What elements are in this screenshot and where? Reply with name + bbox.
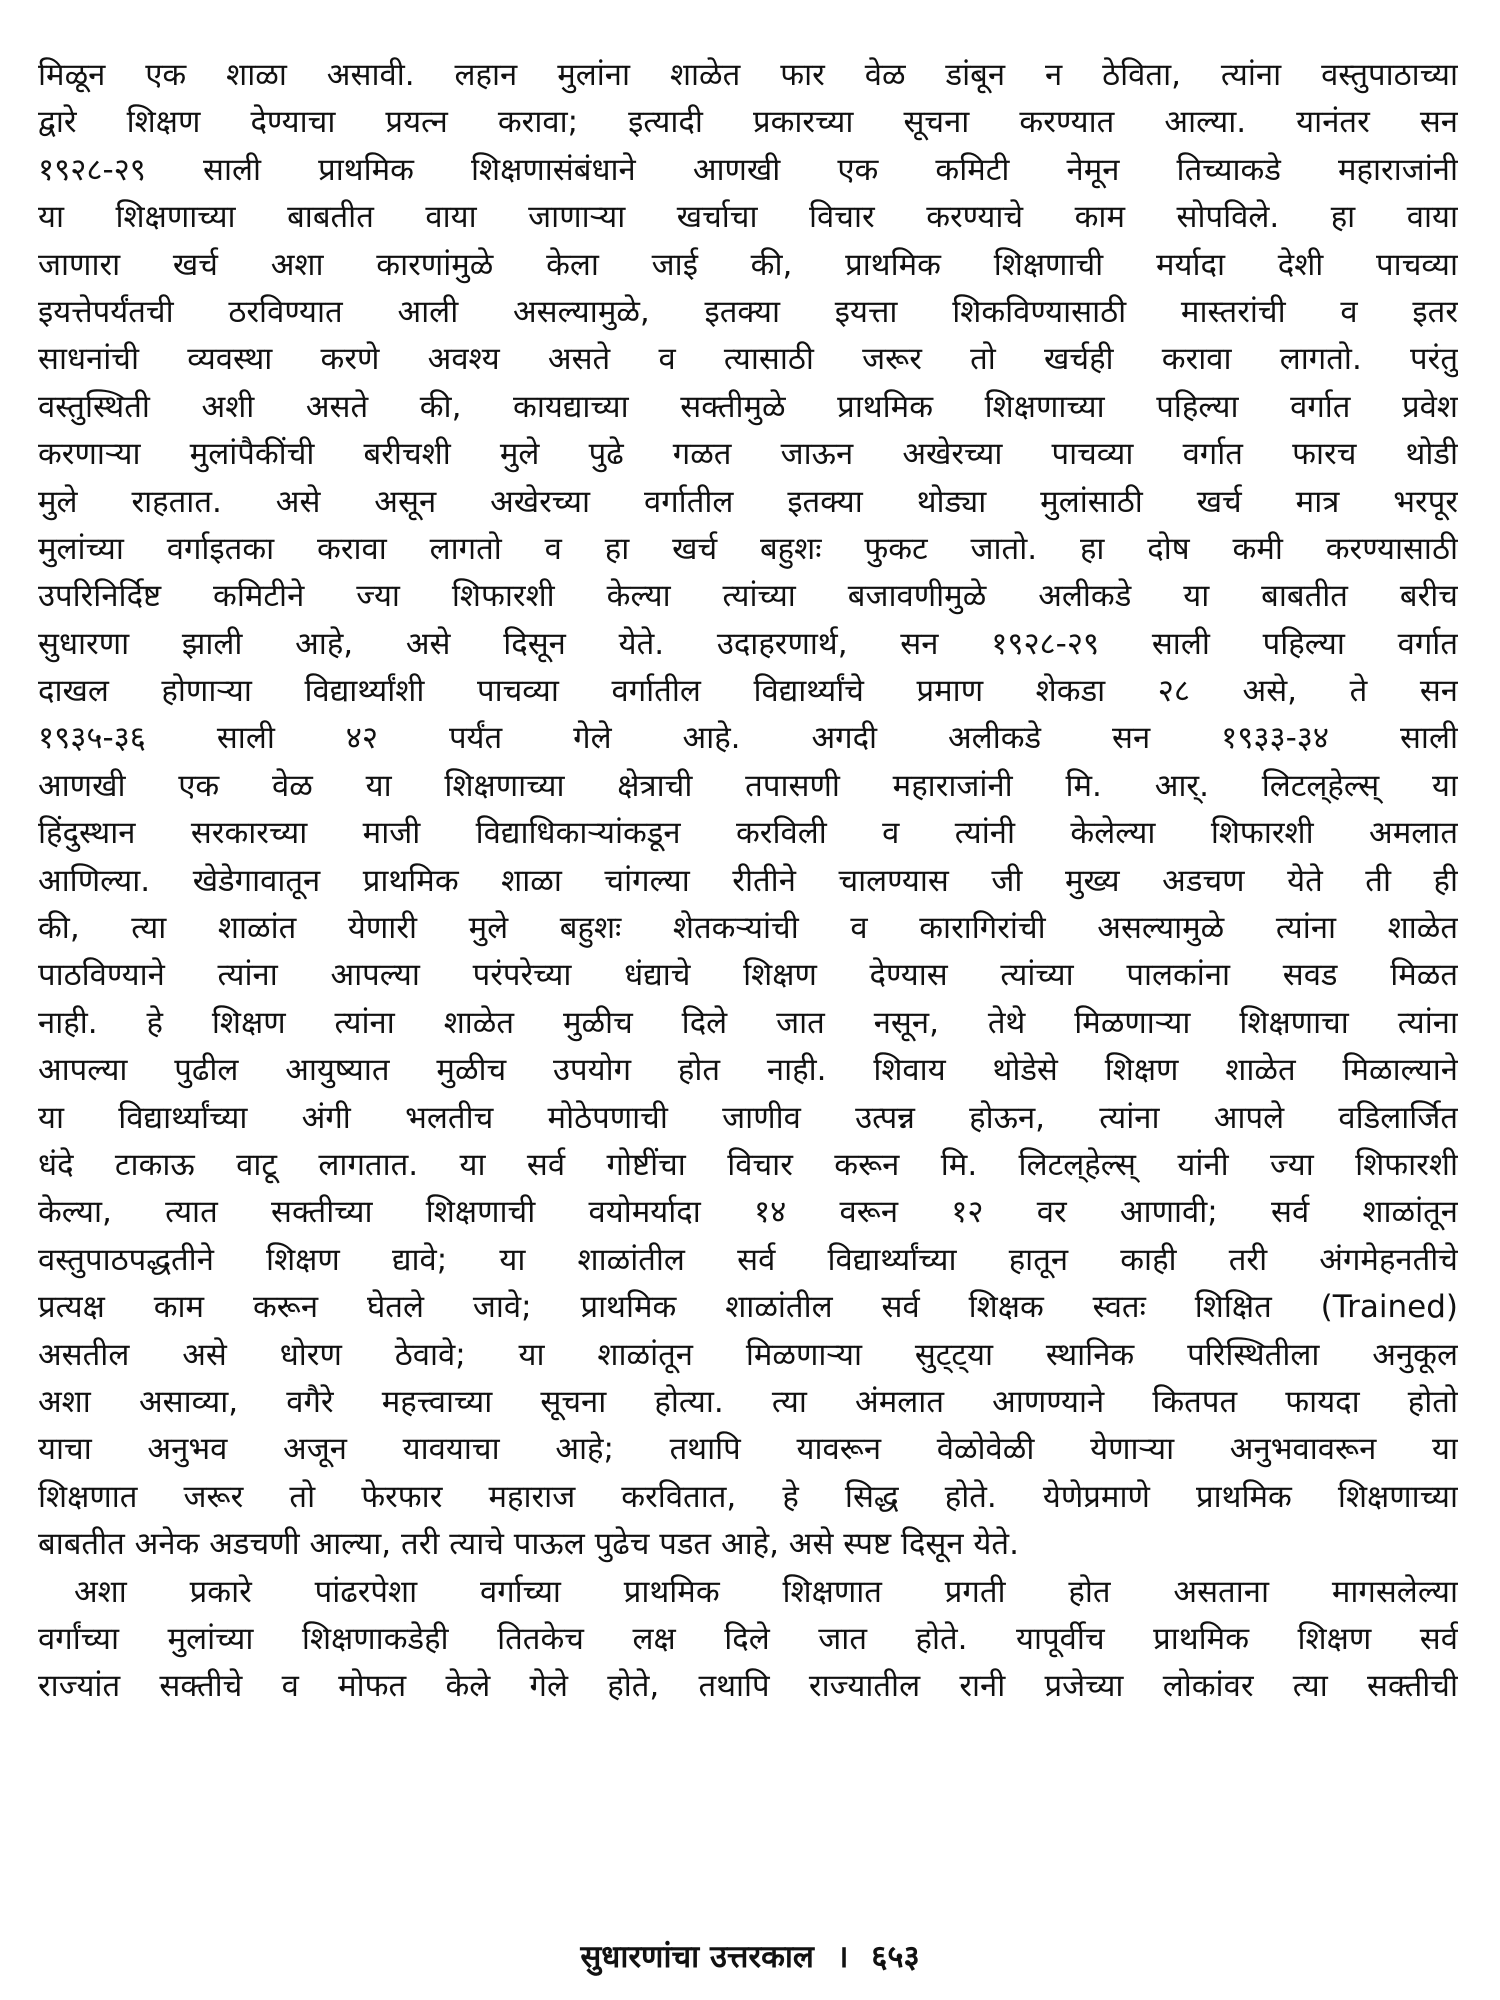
text-line: असतील असे धोरण ठेवावे; या शाळांतून मिळणाऱ्या सुट्ट्या स्थानिक परिस्थितीला अनुकूल [38, 1336, 1458, 1373]
running-title: सुधारणांचा उत्तरकाल [580, 1939, 814, 1975]
text-line: आणखी एक वेळ या शिक्षणाच्या क्षेत्राची तपासणी महाराजांनी मि. आर्. लिटल्‌हेल्स् या [38, 767, 1458, 804]
footer-separator: । [836, 1939, 849, 1975]
text-line: द्वारे शिक्षण देण्याचा प्रयत्न करावा; इत्यादी प्रकारच्या सूचना करण्यात आल्या. यानंतर सन [38, 104, 1458, 141]
text-line: या विद्यार्थ्यांच्या अंगी भलतीच मोठेपणाची जाणीव उत्पन्न होऊन, त्यांना आपले वडिलार्जित [38, 1099, 1458, 1136]
text-line: धंदे टाकाऊ वाटू लागतात. या सर्व गोष्टींचा विचार करून मि. लिटल्‌हेल्स् यांनी ज्या शिफारशी [38, 1146, 1458, 1183]
body-text [38, 52, 1458, 1711]
text-line: सुधारणा झाली आहे, असे दिसून येते. उदाहरणार्थ, सन १९२८-२९ साली पहिल्या वर्गात [38, 625, 1458, 662]
text-line: इयत्तेपर्यंतची ठरविण्यात आली असल्यामुळे, इतक्या इयत्ता शिकविण्यासाठी मास्तरांची व इतर [38, 293, 1458, 330]
text-line: मुलांच्या वर्गाइतका करावा लागतो व हा खर्च बहुशः फुकट जातो. हा दोष कमी करण्यासाठी [38, 530, 1458, 567]
text-line: आणिल्या. खेडेगावातून प्राथमिक शाळा चांगल्या रीतीने चालण्यास जी मुख्य अडचण येते ती ही [38, 862, 1458, 899]
text-line: १९२८-२९ साली प्राथमिक शिक्षणासंबंधाने आणखी एक कमिटी नेमून तिच्याकडे महाराजांनी [38, 151, 1458, 188]
text-line: दाखल होणाऱ्या विद्यार्थ्यांशी पाचव्या वर्गातील विद्यार्थ्यांचे प्रमाण शेकडा २८ असे, ते सन [38, 673, 1458, 710]
text-line: नाही. हे शिक्षण त्यांना शाळेत मुळीच दिले जात नसून, तेथे मिळणाऱ्या शिक्षणाचा त्यांना [38, 1004, 1458, 1041]
text-line: उपरिनिर्दिष्ट कमिटीने ज्या शिफारशी केल्या त्यांच्या बजावणीमुळे अलीकडे या बाबतीत बरीच [38, 578, 1458, 615]
paragraph-2 [38, 1569, 1458, 1711]
text-line: बाबतीत अनेक अडचणी आल्या, तरी त्याचे पाऊल पुढेच पडत आहे, असे स्पष्ट दिसून येते. [38, 1526, 1019, 1563]
text-line: पाठविण्याने त्यांना आपल्या परंपरेच्या धंद्याचे शिक्षण देण्यास त्यांच्या पालकांना सवड मिळत [38, 957, 1458, 994]
text-line: १९३५-३६ साली ४२ पर्यंत गेले आहे. अगदी अलीकडे सन १९३३-३४ साली [38, 720, 1458, 757]
text-line: साधनांची व्यवस्था करणे अवश्य असते व त्यासाठी जरूर तो खर्चही करावा लागतो. परंतु [38, 341, 1458, 378]
paragraph-1 [38, 52, 1458, 1569]
text-line: जाणारा खर्च अशा कारणांमुळे केला जाई की, प्राथमिक शिक्षणाची मर्यादा देशी पाचव्या [38, 246, 1458, 283]
page-number: ६५३ [871, 1939, 920, 1975]
text-line: प्रत्यक्ष काम करून घेतले जावे; प्राथमिक शाळांतील सर्व शिक्षक स्वतः शिक्षित (Trained) [38, 1289, 1458, 1326]
page-footer [0, 1935, 1500, 1977]
text-line: याचा अनुभव अजून यावयाचा आहे; तथापि यावरून वेळोवेळी येणाऱ्या अनुभवावरून या [38, 1431, 1458, 1468]
text-line: अशा असाव्या, वगैरे महत्त्वाच्या सूचना होत्या. त्या अंमलात आणण्याने कितपत फायदा होतो [38, 1383, 1458, 1420]
text-line: शिक्षणात जरूर तो फेरफार महाराज करवितात, हे सिद्ध होते. येणेप्रमाणे प्राथमिक शिक्षणाच्या [38, 1478, 1458, 1515]
text-line: मिळून एक शाळा असावी. लहान मुलांना शाळेत फार वेळ डांबून न ठेविता, त्यांना वस्तुपाठाच्या [38, 57, 1458, 93]
text-line: मुले राहतात. असे असून अखेरच्या वर्गातील इतक्या थोड्या मुलांसाठी खर्च मात्र भरपूर [38, 483, 1458, 520]
text-line: अशा प्रकारे पांढरपेशा वर्गाच्या प्राथमिक शिक्षणात प्रगती होत असताना मागसलेल्या [74, 1573, 1458, 1610]
text-line: आपल्या पुढील आयुष्यात मुळीच उपयोग होत नाही. शिवाय थोडेसे शिक्षण शाळेत मिळाल्याने [38, 1052, 1458, 1089]
text-line: केल्या, त्यात सक्तीच्या शिक्षणाची वयोमर्यादा १४ वरून १२ वर आणावी; सर्व शाळांतून [38, 1194, 1458, 1231]
text-line: की, त्या शाळांत येणारी मुले बहुशः शेतकऱ्यांची व कारागिरांची असल्यामुळे त्यांना शाळेत [38, 910, 1458, 947]
text-line: राज्यांत सक्तीचे व मोफत केले गेले होते, तथापि राज्यातील रानी प्रजेच्या लोकांवर त्या सक्तीची [38, 1668, 1458, 1705]
text-line: वस्तुस्थिती अशी असते की, कायद्याच्या सक्तीमुळे प्राथमिक शिक्षणाच्या पहिल्या वर्गात प्रवेश [38, 388, 1458, 425]
text-line: वर्गांच्या मुलांच्या शिक्षणाकडेही तितकेच लक्ष दिले जात होते. यापूर्वीच प्राथमिक शिक्षण सर्व [38, 1620, 1458, 1657]
text-line: या शिक्षणाच्या बाबतीत वाया जाणाऱ्या खर्चाचा विचार करण्याचे काम सोपविले. हा वाया [38, 199, 1458, 236]
text-line: करणाऱ्या मुलांपैकींची बरीचशी मुले पुढे गळत जाऊन अखेरच्या पाचव्या वर्गात फारच थोडी [38, 436, 1458, 473]
text-line: हिंदुस्थान सरकारच्या माजी विद्याधिकाऱ्यांकडून करविली व त्यांनी केलेल्या शिफारशी अमलात [38, 815, 1458, 852]
text-line: वस्तुपाठपद्धतीने शिक्षण द्यावे; या शाळांतील सर्व विद्यार्थ्यांच्या हातून काही तरी अंगमेहनतीचे [38, 1241, 1458, 1278]
